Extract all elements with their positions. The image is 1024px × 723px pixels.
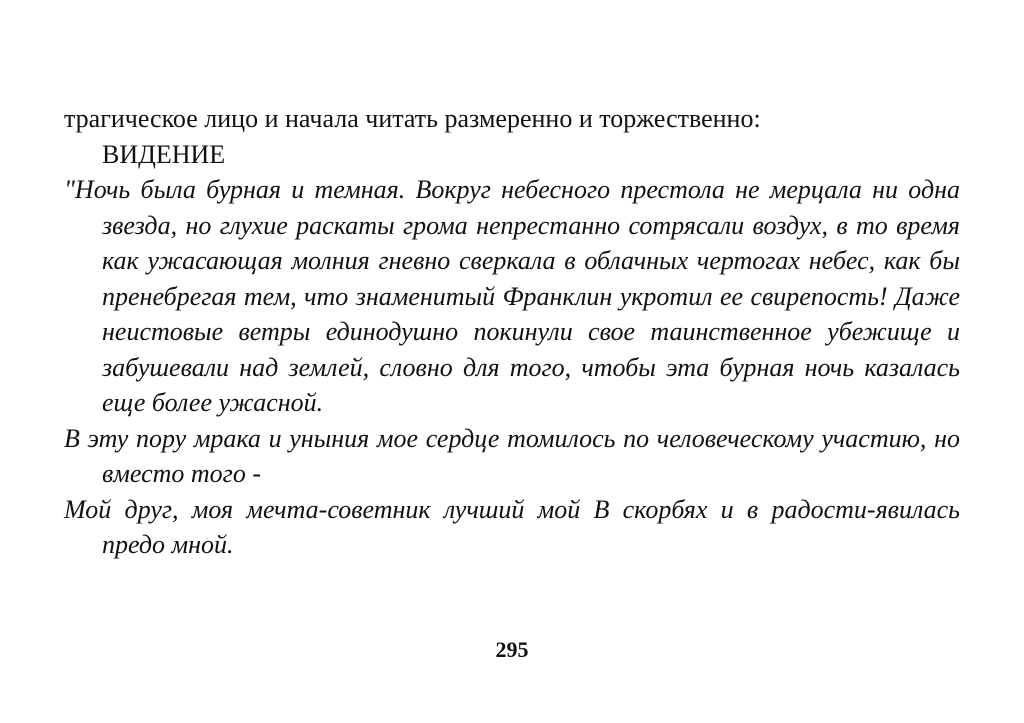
paragraph-friend: Мой друг, моя мечта-советник лучший мой В скорбях и в радости-явилась предо мной. <box>64 494 960 559</box>
paragraph-night: "Ночь была бурная и темная. Вокруг небесного престола не мерцала ни одна звезда, но глухие раскаты грома непрестанно сотрясали воздух, в то время как ужасающая молния гневно сверкала в облачных чертогах небес, как бы пренебрегая тем, что знаменитый Франклин укротил ее свирепость! Даже неистовые ветры единодушно покинули свое таинственное убежище и забушевали над землей, словно для того, чтобы эта бурная ночь казалась еще более ужасной. <box>64 175 960 417</box>
page-text <box>64 101 960 563</box>
intro-line: трагическое лицо и начала читать размеренно и торжественно: <box>64 104 761 133</box>
page-number: 295 <box>495 637 529 662</box>
section-heading: ВИДЕНИЕ <box>102 139 226 169</box>
paragraph-gloom: В эту пору мрака и уныния мое сердце томилось по человеческому участию, но вместо того - <box>64 423 960 488</box>
